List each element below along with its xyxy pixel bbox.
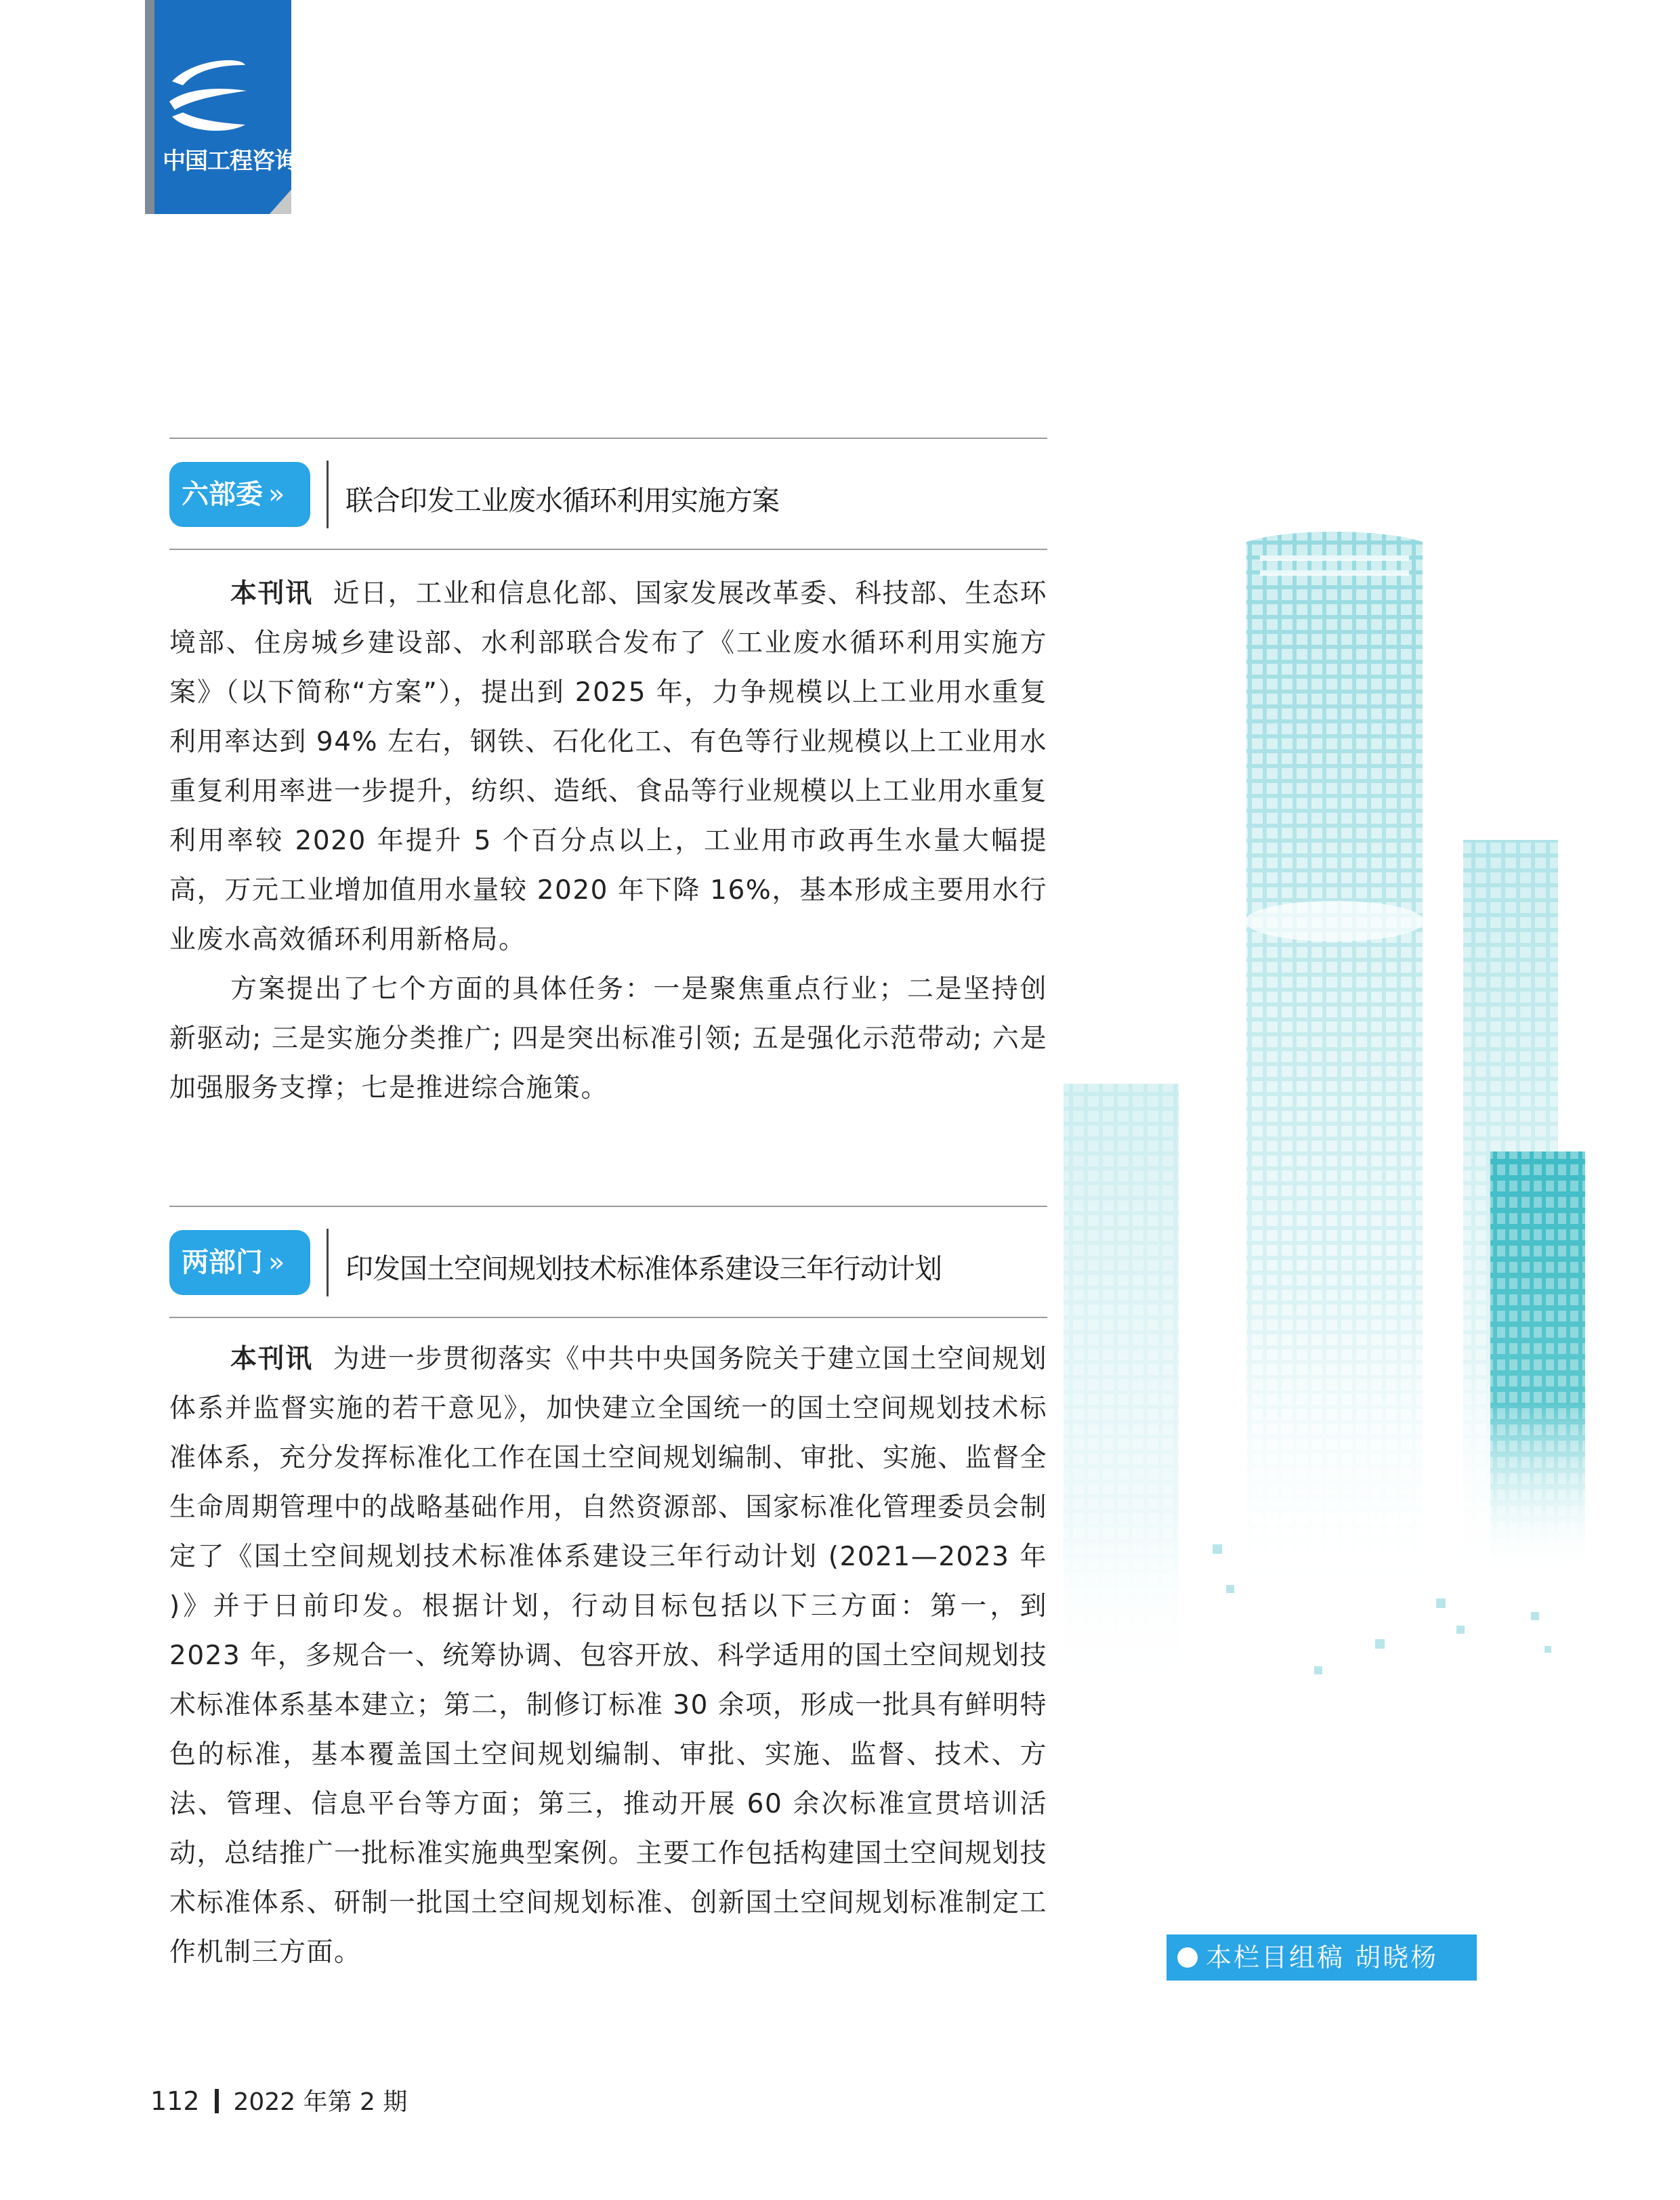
section-1-paragraph: [169, 965, 1047, 1113]
section-1-paragraph-1-text: 近日，工业和信息化部、国家发展改革委、科技部、生态环境部、住房城乡建设部、水利部联合发布了《工业废水循环利用实施方案》（以下简称“方案”），提出到 2025 年，力争规模以上工业用水重复利用率达到 94% 左右，钢铁、石化化工、有色等行业规模以上工业用水重复利用率进一步提升，纺织、造纸、食品等行业规模以上工业用水重复利用率较 2020 年提升 5 个百分点以上，工业用市政再生水量大幅提高，万元工业增加值用水量较 2020 年下降 16%，基本形成主要用水行业废水高效循环利用新格局。: [169, 578, 1048, 955]
section-1-divider: [327, 461, 329, 528]
section-2-tag: [169, 1230, 310, 1295]
logo-text: 中国工程咨询: [163, 148, 297, 175]
section-1-title: 联合印发工业废水循环利用实施方案: [345, 484, 779, 517]
section-2-bottom-rule: [169, 1317, 1047, 1318]
issue-label: 2022 年第 2 期: [233, 2088, 408, 2116]
logo-emblem-icon: [145, 0, 291, 214]
page-footer: [150, 2083, 407, 2117]
section-2-tag-label: 两部门: [182, 1247, 263, 1278]
city-buildings-illustration: [1057, 528, 1585, 1748]
footer-separator: [215, 2089, 219, 2113]
section-2-article: [169, 1334, 1047, 1977]
section-2-top-rule: [169, 1206, 1047, 1207]
page-number: 112: [150, 2086, 200, 2116]
section-1-paragraph: [169, 569, 1047, 965]
section-1-bottom-rule: [169, 549, 1047, 550]
section-1-lead: 本刊讯: [230, 578, 313, 609]
editor-note: 本栏目组稿 胡晓杨: [1206, 1943, 1439, 1972]
section-2-divider: [327, 1229, 329, 1296]
section-1-article: [169, 569, 1047, 1113]
editor-badge: [1167, 1934, 1477, 1981]
bullet-dot-icon: [1177, 1947, 1198, 1968]
chevron-right-icon: »: [268, 479, 285, 510]
section-1-tag-label: 六部委: [182, 479, 263, 510]
section-2-paragraph-1-text: 为进一步贯彻落实《中共中央国务院关于建立国土空间规划体系并监督实施的若干意见》，加快建立全国统一的国土空间规划技术标准体系，充分发挥标准化工作在国土空间规划编制、审批、实施、监督全生命周期管理中的战略基础作用，自然资源部、国家标准化管理委员会制定了《国土空间规划技术标准体系建设三年行动计划 (2021—2023 年 )》并于日前印发。根据计划，行动目标包括以下三方面：第一，到 2023 年，多规合一、统筹协调、包容开放、科学适用的国土空间规划技术标准体系基本建立；第二，制修订标准 30 余项，形成一批具有鲜明特色的标准，基本覆盖国土空间规划编制、审批、实施、监督、技术、方法、管理、信息平台等方面；第三，推动开展 60 余次标准宣贯培训活动，总结推广一批标准实施典型案例。主要工作包括构建国土空间规划技术标准体系、研制一批国土空间规划标准、创新国土空间规划标准制定工作机制三方面。: [169, 1344, 1048, 1968]
section-1-top-rule: [169, 438, 1047, 439]
section-2-title: 印发国土空间规划技术标准体系建设三年行动计划: [345, 1252, 942, 1285]
section-1-tag: [169, 462, 310, 527]
section-2-lead: 本刊讯: [230, 1344, 313, 1374]
chevron-right-icon: »: [268, 1247, 285, 1278]
magazine-logo: [145, 0, 291, 214]
section-1-paragraph-2-text: 方案提出了七个方面的具体任务：一是聚焦重点行业；二是坚持创新驱动; 三是实施分类推广; 四是突出标准引领; 五是强化示范带动; 六是加强服务支撑；七是推进综合施策。: [169, 974, 1047, 1103]
section-2-paragraph: [169, 1334, 1047, 1977]
